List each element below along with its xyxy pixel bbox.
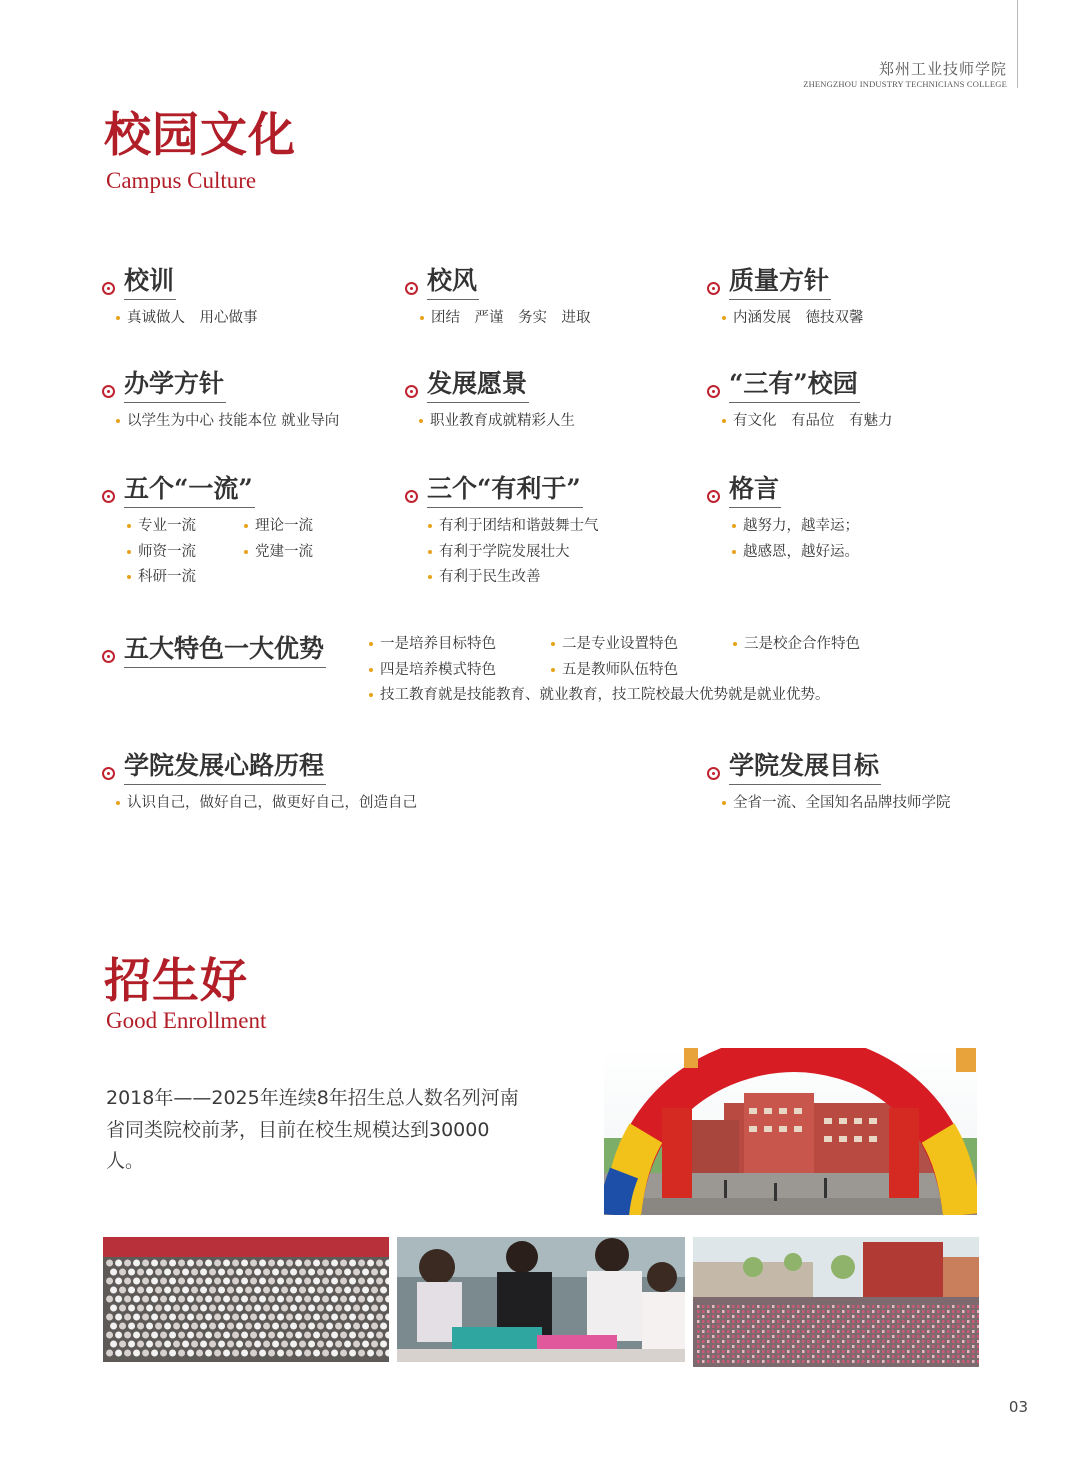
item-bullet: 党建一流 bbox=[242, 540, 342, 566]
three-beneficial-block bbox=[405, 474, 599, 591]
circle-bullet-icon bbox=[102, 767, 115, 780]
school-policy-block bbox=[102, 369, 339, 435]
item-bullet: 有利于民生改善 bbox=[426, 565, 599, 591]
circle-bullet-icon bbox=[405, 385, 418, 398]
development-goal-block bbox=[707, 751, 951, 817]
header-divider bbox=[1017, 0, 1018, 88]
campus-assembly-photo bbox=[693, 1237, 979, 1367]
quality-policy-block bbox=[707, 266, 864, 332]
item-bullet: 以学生为中心 技能本位 就业导向 bbox=[114, 409, 339, 435]
item-bullet: 三是校企合作特色 bbox=[731, 632, 891, 658]
item-bullet: 有文化 有品位 有魅力 bbox=[720, 409, 893, 435]
item-bullet: 一是培养目标特色 bbox=[367, 632, 549, 658]
item-bullet: 全省一流、全国知名品牌技师学院 bbox=[720, 791, 951, 817]
circle-bullet-icon bbox=[707, 282, 720, 295]
registration-photo bbox=[397, 1237, 685, 1362]
item-bullet: 团结 严谨 务实 进取 bbox=[418, 306, 591, 332]
item-bullet: 技工教育就是技能教育、就业教育，技工院校最大优势就是就业优势。 bbox=[367, 683, 891, 709]
vision-block bbox=[405, 369, 575, 435]
school-name-en: ZHENGZHOU INDUSTRY TECHNICIANS COLLEGE bbox=[803, 79, 1007, 89]
item-title: 发展愿景 bbox=[427, 369, 529, 403]
item-title: 五大特色一大优势 bbox=[124, 634, 326, 668]
campus-culture-subtitle: Campus Culture bbox=[106, 168, 257, 193]
item-bullet: 有利于团结和谐鼓舞士气 bbox=[426, 514, 599, 540]
circle-bullet-icon bbox=[102, 650, 115, 663]
five-features-block bbox=[102, 634, 326, 668]
item-title: 办学方针 bbox=[124, 369, 226, 403]
page-number: 03 bbox=[1008, 1398, 1028, 1416]
item-bullet: 越感恩，越好运。 bbox=[730, 540, 859, 566]
circle-bullet-icon bbox=[405, 282, 418, 295]
five-features-bullets bbox=[367, 632, 891, 709]
enrollment-title: 招生好 bbox=[104, 954, 248, 1009]
item-bullet: 认识自己，做好自己，做更好自己，创造自己 bbox=[114, 791, 417, 817]
item-title: 五个“一流” bbox=[124, 474, 255, 508]
campus-arch-photo bbox=[604, 1048, 977, 1215]
item-title: 校训 bbox=[124, 266, 176, 300]
item-bullet: 五是教师队伍特色 bbox=[549, 658, 731, 684]
three-have-campus-block bbox=[707, 369, 893, 435]
item-bullet: 科研一流 bbox=[125, 565, 242, 591]
school-spirit-block bbox=[405, 266, 591, 332]
school-name-cn: 郑州工业技师学院 bbox=[878, 60, 1007, 78]
item-title: 质量方针 bbox=[729, 266, 831, 300]
five-first-class-block bbox=[102, 474, 342, 591]
circle-bullet-icon bbox=[707, 385, 720, 398]
development-journey-block bbox=[102, 751, 417, 817]
enrollment-subtitle: Good Enrollment bbox=[106, 1008, 267, 1033]
item-bullet: 职业教育成就精彩人生 bbox=[417, 409, 575, 435]
circle-bullet-icon bbox=[102, 490, 115, 503]
item-title: 学院发展目标 bbox=[729, 751, 881, 785]
item-bullet: 越努力，越幸运； bbox=[730, 514, 859, 540]
item-bullet: 二是专业设置特色 bbox=[549, 632, 731, 658]
item-bullet: 师资一流 bbox=[125, 540, 242, 566]
campus-culture-title: 校园文化 bbox=[104, 108, 296, 163]
item-bullet: 理论一流 bbox=[242, 514, 342, 540]
circle-bullet-icon bbox=[707, 490, 720, 503]
item-bullet: 四是培养模式特色 bbox=[367, 658, 549, 684]
enrollment-description: 2018年——2025年连续8年招生总人数名列河南省同类院校前茅，目前在校生规模达到30000人。 bbox=[106, 1087, 519, 1172]
item-bullet: 内涵发展 德技双馨 bbox=[720, 306, 864, 332]
enrollment-crowd-photo bbox=[103, 1237, 389, 1362]
circle-bullet-icon bbox=[102, 385, 115, 398]
motto-block bbox=[102, 266, 258, 332]
circle-bullet-icon bbox=[102, 282, 115, 295]
circle-bullet-icon bbox=[707, 767, 720, 780]
item-title: 三个“有利于” bbox=[427, 474, 583, 508]
maxim-block bbox=[707, 474, 859, 565]
item-title: 格言 bbox=[729, 474, 781, 508]
circle-bullet-icon bbox=[405, 490, 418, 503]
item-title: 学院发展心路历程 bbox=[124, 751, 326, 785]
item-bullet: 专业一流 bbox=[125, 514, 242, 540]
item-title: 校风 bbox=[427, 266, 479, 300]
item-bullet: 真诚做人 用心做事 bbox=[114, 306, 258, 332]
item-title: “三有”校园 bbox=[729, 369, 860, 403]
item-bullet: 有利于学院发展壮大 bbox=[426, 540, 599, 566]
